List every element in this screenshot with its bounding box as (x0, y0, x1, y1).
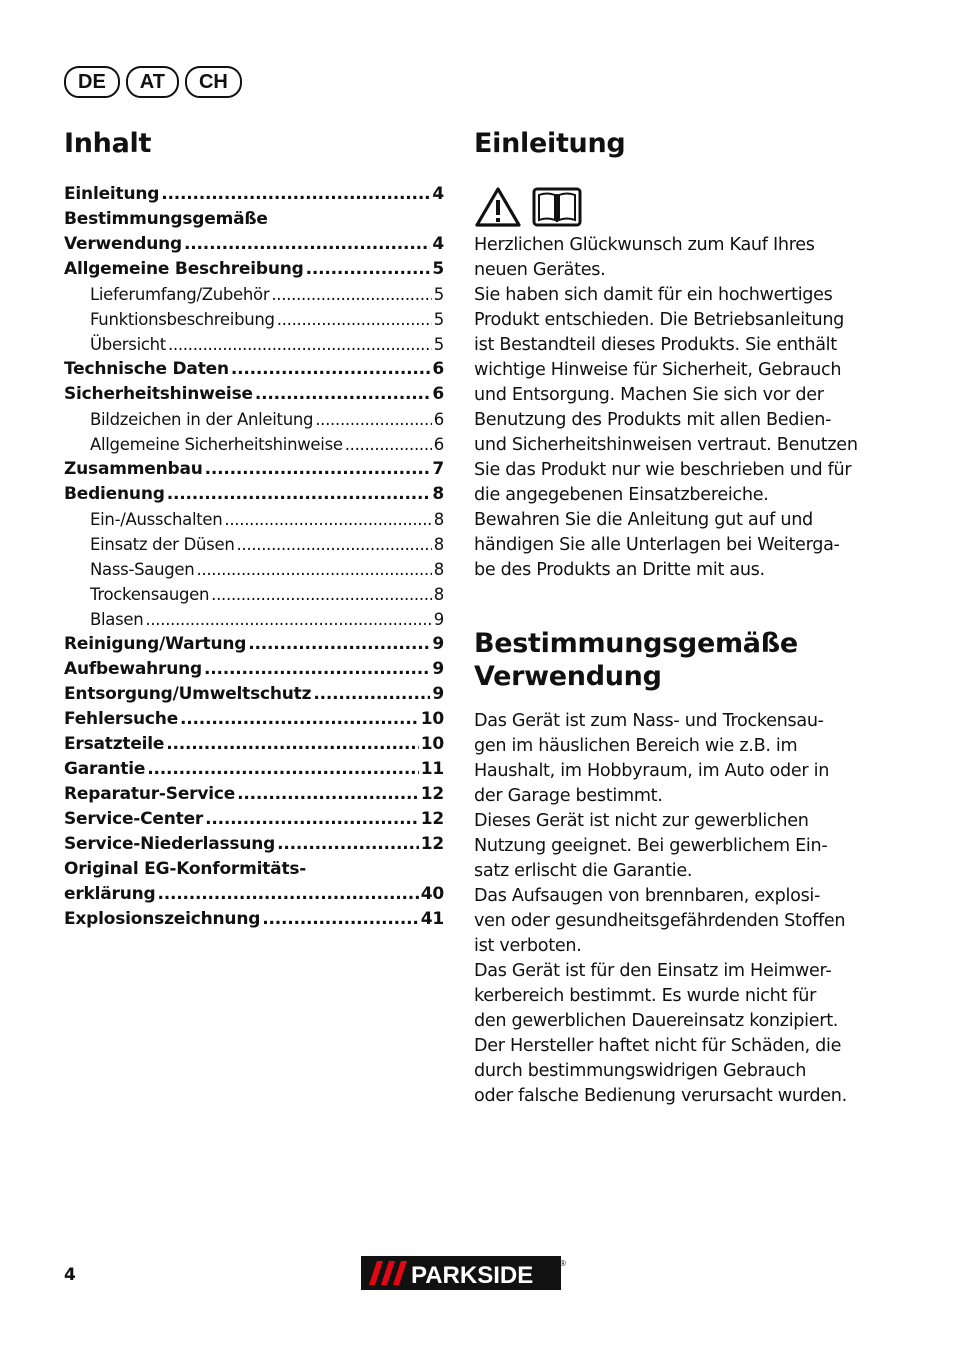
toc-entry-page: 5 (432, 259, 444, 279)
toc-entry-page: 12 (420, 784, 444, 804)
text-line: den gewerblichen Dauereinsatz konzipiert. (474, 1011, 839, 1031)
toc-leader-dots (231, 357, 430, 382)
toc-entry-page: 12 (420, 809, 444, 829)
toc-entry-page: 6 (433, 435, 444, 454)
intro-title: Einleitung (474, 128, 626, 159)
toc-entry-page: 8 (433, 585, 444, 604)
toc-leader-dots (277, 307, 432, 332)
toc-entry (64, 482, 444, 507)
toc-leader-dots (184, 232, 430, 257)
text-line: kerbereich bestimmt. Es wurde nicht für (474, 986, 817, 1006)
toc-entry (64, 757, 444, 782)
text-line: und Entsorgung. Machen Sie sich vor der (474, 385, 824, 405)
toc-leader-dots (167, 482, 431, 507)
toc-leader-dots (145, 607, 431, 632)
text-line: Herzlichen Glückwunsch zum Kauf Ihres (474, 235, 815, 255)
country-badges (64, 66, 242, 98)
toc-entry-title: Trockensaugen (90, 585, 210, 604)
toc-entry-title: Blasen (90, 610, 144, 629)
usage-text (474, 709, 864, 1109)
text-line: wichtige Hinweise für Sicherheit, Gebrauch (474, 360, 842, 380)
toc-entry-page: 6 (433, 410, 444, 429)
text-line: Nutzung geeignet. Bei gewerblichem Ein- (474, 836, 828, 856)
country-badge-ch: CH (185, 66, 242, 98)
toc-entry-title: Zusammenbau (64, 459, 203, 479)
toc-entry (64, 707, 444, 732)
toc-entry-page: 4 (432, 234, 444, 254)
toc-entry-title: Bildzeichen in der Anleitung (90, 410, 314, 429)
toc-entry-title: Bedienung (64, 484, 165, 504)
toc-entry-page: 7 (432, 459, 444, 479)
toc-entry-title: Service-Center (64, 809, 204, 829)
toc-leader-dots (205, 807, 419, 832)
toc-leader-dots (345, 432, 432, 457)
toc-entry-page: 10 (420, 734, 444, 754)
text-line: Benutzung des Produkts mit allen Bedien- (474, 410, 832, 430)
toc-entry-title: Lieferumfang/Zubehör (90, 285, 270, 304)
toc-entry-title: Reparatur-Service (64, 784, 236, 804)
toc-leader-dots (166, 732, 418, 757)
toc-entry (64, 857, 444, 882)
toc-entry-page: 6 (432, 359, 444, 379)
toc-entry (64, 357, 444, 382)
toc-entry-title: Technische Daten (64, 359, 229, 379)
toc-entry-title: Ersatzteile (64, 734, 165, 754)
toc-leader-dots (255, 382, 431, 407)
text-line: Der Hersteller haftet nicht für Schäden, die (474, 1036, 842, 1056)
toc-entry (64, 607, 444, 632)
toc-leader-dots (315, 407, 432, 432)
toc-entry-page: 40 (420, 884, 444, 904)
toc-leader-dots (168, 332, 432, 357)
toc-leader-dots (180, 707, 419, 732)
toc-entry-page: 8 (433, 535, 444, 554)
toc-leader-dots (236, 532, 431, 557)
manual-book-icon (532, 186, 582, 232)
text-line: Sie haben sich damit für ein hochwertiges (474, 285, 833, 305)
toc-leader-dots (196, 557, 431, 582)
toc-title: Inhalt (64, 128, 152, 159)
text-line: neuen Gerätes. (474, 260, 606, 280)
intro-icons (474, 186, 582, 232)
toc-entry (64, 682, 444, 707)
toc-entry (64, 407, 444, 432)
country-badge-de: DE (64, 66, 120, 98)
toc-leader-dots (277, 832, 419, 857)
toc-entry-title: Garantie (64, 759, 146, 779)
text-line: und Sicherheitshinweisen vertraut. Benutzen (474, 435, 858, 455)
toc-leader-dots (262, 907, 419, 932)
toc-entry-page: 41 (420, 909, 444, 929)
toc-leader-dots (313, 682, 430, 707)
toc-entry-page: 11 (420, 759, 444, 779)
toc-entry-title: Funktionsbeschreibung (90, 310, 275, 329)
text-line: Haushalt, im Hobbyraum, im Auto oder in (474, 761, 830, 781)
toc-leader-dots (224, 507, 431, 532)
usage-title (474, 627, 798, 693)
toc-entry-title: Aufbewahrung (64, 659, 202, 679)
toc-entry-title: Reinigung/Wartung (64, 634, 247, 654)
usage-title-line1: Bestimmungsgemäße (474, 628, 798, 659)
toc-entry-page: 6 (432, 384, 444, 404)
toc-leader-dots (157, 882, 418, 907)
toc-entry-title: Bestimmungsgemäße (64, 209, 268, 229)
toc-entry-title: Einleitung (64, 184, 160, 204)
intro-text (474, 233, 864, 583)
toc-entry-page: 5 (433, 285, 444, 304)
toc-entry-title: Explosionszeichnung (64, 909, 261, 929)
toc-entry-title: Allgemeine Beschreibung (64, 259, 304, 279)
text-line: ist verboten. (474, 936, 582, 956)
toc-entry (64, 207, 444, 232)
toc-entry-title: Verwendung (64, 234, 183, 254)
toc-entry (64, 582, 444, 607)
toc-leader-dots (204, 657, 430, 682)
toc-entry (64, 832, 444, 857)
text-line: Das Aufsaugen von brennbaren, explosi- (474, 886, 821, 906)
toc-entry-page: 4 (432, 184, 444, 204)
text-line: Produkt entschieden. Die Betriebsanleitung (474, 310, 845, 330)
toc-entry-title: Service-Niederlassung (64, 834, 276, 854)
text-line: händigen Sie alle Unterlagen bei Weiterga- (474, 535, 840, 555)
text-line: satz erlischt die Garantie. (474, 861, 693, 881)
toc-entry-page: 8 (433, 560, 444, 579)
toc-entry (64, 182, 444, 207)
text-line: ven oder gesundheitsgefährdenden Stoffen (474, 911, 846, 931)
toc-entry-title: Original EG-Konformitäts- (64, 859, 307, 879)
page-number: 4 (64, 1265, 76, 1285)
toc-leader-dots (248, 632, 430, 657)
toc-entry (64, 632, 444, 657)
text-line: gen im häuslichen Bereich wie z.B. im (474, 736, 798, 756)
toc-entry-page: 5 (433, 310, 444, 329)
toc-entry-page: 8 (432, 484, 444, 504)
toc-entry-title: Ein-/Ausschalten (90, 510, 223, 529)
toc-leader-dots (271, 282, 431, 307)
toc-entry-title: Allgemeine Sicherheitshinweise (90, 435, 343, 454)
toc-entry-page: 9 (432, 659, 444, 679)
toc-entry (64, 332, 444, 357)
registered-mark: ® (560, 1259, 566, 1268)
toc-entry (64, 532, 444, 557)
toc-entry (64, 457, 444, 482)
toc-entry-title: erklärung (64, 884, 156, 904)
toc-entry-title: Sicherheitshinweise (64, 384, 253, 404)
toc-entry (64, 257, 444, 282)
toc-entry (64, 507, 444, 532)
toc-entry (64, 382, 444, 407)
toc-entry-page: 9 (432, 684, 444, 704)
text-line: ist Bestandteil dieses Produkts. Sie enthält (474, 335, 837, 355)
toc-leader-dots (161, 182, 430, 207)
country-badge-at: AT (126, 66, 179, 98)
toc-entry (64, 807, 444, 832)
toc-leader-dots (147, 757, 418, 782)
text-line: der Garage bestimmt. (474, 786, 663, 806)
table-of-contents (64, 182, 444, 932)
text-line: Das Gerät ist für den Einsatz im Heimwer- (474, 961, 832, 981)
toc-entry (64, 782, 444, 807)
usage-title-line2: Verwendung (474, 661, 662, 692)
toc-entry (64, 282, 444, 307)
warning-triangle-icon (474, 186, 522, 232)
parkside-logo (361, 1256, 567, 1294)
toc-entry-title: Übersicht (90, 335, 166, 354)
toc-entry-page: 5 (433, 335, 444, 354)
text-line: Bewahren Sie die Anleitung gut auf und (474, 510, 813, 530)
toc-leader-dots (306, 257, 431, 282)
toc-entry (64, 907, 444, 932)
toc-leader-dots (237, 782, 419, 807)
toc-entry-page: 9 (432, 634, 444, 654)
toc-entry (64, 882, 444, 907)
toc-entry (64, 557, 444, 582)
toc-entry-title: Entsorgung/Umweltschutz (64, 684, 312, 704)
toc-leader-dots (211, 582, 432, 607)
toc-entry-title: Einsatz der Düsen (90, 535, 235, 554)
toc-entry (64, 432, 444, 457)
toc-entry (64, 232, 444, 257)
toc-entry (64, 732, 444, 757)
brand-wordmark: PARKSIDE (411, 1262, 534, 1289)
toc-entry-page: 12 (420, 834, 444, 854)
text-line: be des Produkts an Dritte mit aus. (474, 560, 765, 580)
toc-entry-title: Nass-Saugen (90, 560, 195, 579)
toc-entry (64, 307, 444, 332)
text-line: die angegebenen Einsatzbereiche. (474, 485, 769, 505)
text-line: oder falsche Bedienung verursacht wurden. (474, 1086, 847, 1106)
toc-entry-page: 10 (420, 709, 444, 729)
text-line: Sie das Produkt nur wie beschrieben und für (474, 460, 852, 480)
toc-leader-dots (205, 457, 431, 482)
toc-entry-page: 9 (433, 610, 444, 629)
text-line: durch bestimmungswidrigen Gebrauch (474, 1061, 807, 1081)
toc-entry-title: Fehlersuche (64, 709, 179, 729)
toc-entry-page: 8 (433, 510, 444, 529)
text-line: Dieses Gerät ist nicht zur gewerblichen (474, 811, 809, 831)
text-line: Das Gerät ist zum Nass- und Trockensau- (474, 711, 824, 731)
toc-entry (64, 657, 444, 682)
